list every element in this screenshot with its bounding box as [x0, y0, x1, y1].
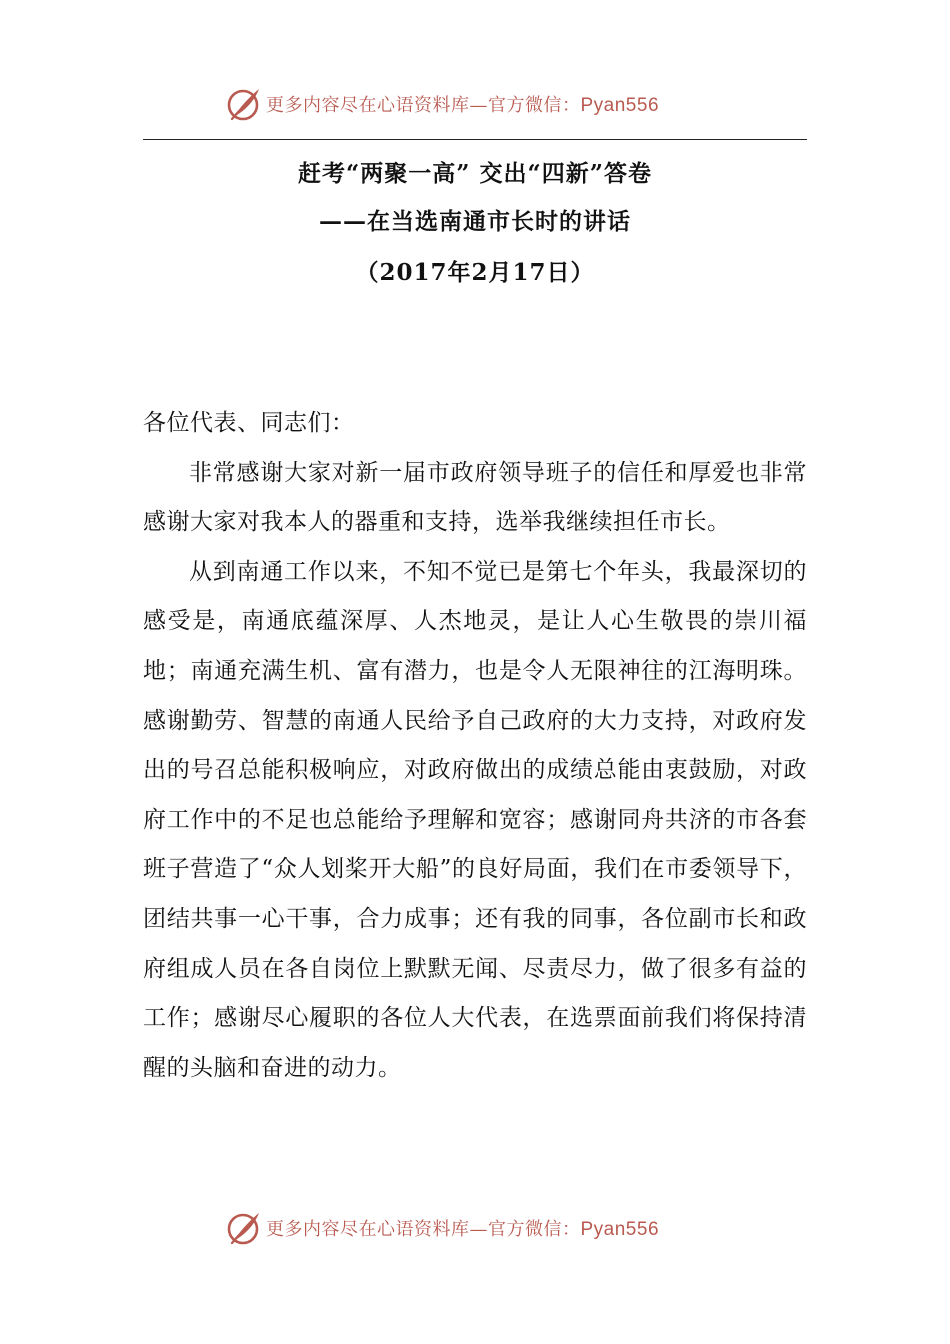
header-divider	[143, 139, 807, 140]
header-watermark	[226, 84, 659, 124]
watermark-wechat-id: Pyan556	[580, 1219, 660, 1240]
watermark-wechat-id: Pyan556	[580, 95, 660, 116]
paragraph: 从到南通工作以来，不知不觉已是第七个年头，我最深切的感受是，南通底蕴深厚、人杰地灵，是让人心生敬畏的崇川福地；南通充满生机、富有潜力，也是令人无限神往的江海明珠。感谢勤劳、智慧的南通人民给予自己政府的大力支持，对政府发出的号召总能积极响应，对政府做出的成绩总能由衷鼓励，对政府工作中的不足也总能给予理解和宽容；感谢同舟共济的市各套班子营造了“众人划桨开大船”的良好局面，我们在市委领导下，团结共事一心干事，合力成事；还有我的同事，各位副市长和政府组成人员在各自岗位上默默无闻、尽责尽力，做了很多有益的工作；感谢尽心履职的各位人大代表，在选票面前我们将保持清醒的头脑和奋进的动力。	[143, 558, 807, 1081]
document-subtitle: ——在当选南通市长时的讲话	[319, 208, 631, 235]
watermark-text: 更多内容尽在心语资料库—官方微信：Pyan556	[266, 1219, 660, 1240]
quill-logo-icon	[226, 86, 262, 122]
footer-watermark	[226, 1208, 659, 1248]
paragraph: 非常感谢大家对新一届市政府领导班子的信任和厚爱也非常感谢大家对我本人的器重和支持，选举我继续担任市长。	[143, 459, 807, 536]
watermark-text: 更多内容尽在心语资料库—官方微信：Pyan556	[266, 95, 660, 116]
document-date: （2017年2月17日）	[355, 259, 595, 286]
quill-logo-icon	[226, 1210, 262, 1246]
salutation: 各位代表、同志们：	[143, 410, 355, 436]
speech-body	[143, 399, 807, 1093]
document-title: 赶考“两聚一高” 交出“四新”答卷	[298, 160, 652, 187]
